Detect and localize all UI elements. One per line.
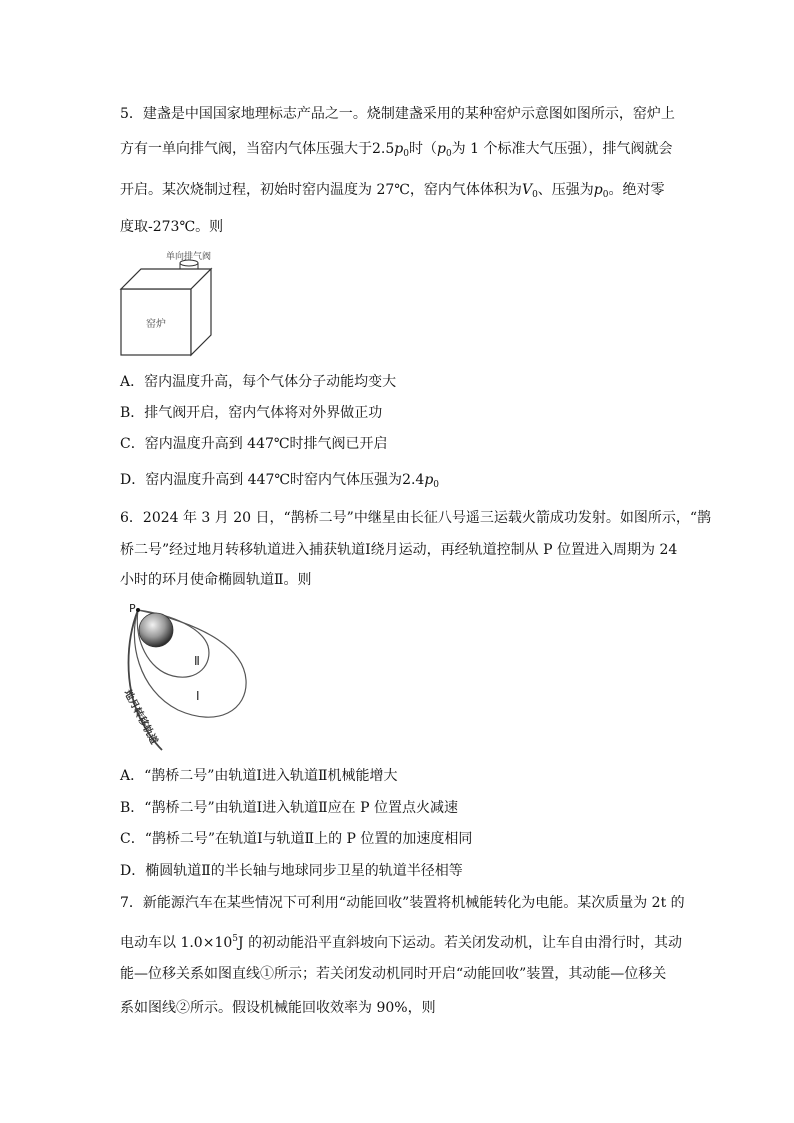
- q6-line3: 小时的环月使命椭圆轨道Ⅱ。则: [120, 572, 312, 588]
- q5-option-b[interactable]: B．排气阀开启，窑内气体将对外界做正功: [120, 405, 383, 421]
- moon: [139, 613, 173, 647]
- q5-line4: 度取-273℃。则: [120, 219, 224, 235]
- q5-option-c[interactable]: C．窑内温度升高到 447℃时排气阀已开启: [120, 436, 388, 452]
- orbit-2-label: Ⅱ: [194, 654, 200, 668]
- point-p-label: P: [129, 602, 136, 615]
- q6-line1: 6．2024 年 3 月 20 日，“鹊桥二号”中继星由长征八号遥三运载火箭成功发射。如图所示，“鹊: [120, 510, 711, 526]
- q7-line1: 7．新能源汽车在某些情况下可利用“动能回收”装置将机械能转化为电能。某次质量为 2t 的: [120, 895, 685, 911]
- q7-line3: 能—位移关系如图直线①所示；若关闭发动机同时开启“动能回收”装置，其动能—位移关: [120, 966, 667, 982]
- valve-label: 单向排气阀: [166, 252, 212, 262]
- transfer-orbit-label: 地月转移轨道: [121, 688, 160, 747]
- q6-option-c[interactable]: C．“鹊桥二号”在轨道Ⅰ与轨道Ⅱ上的 P 位置的加速度相同: [120, 831, 473, 847]
- q5-line3: 开启。某次烧制过程，初始时窑内温度为 27℃，窑内气体体积为$V_0$、压强为$p_0$。绝对零: [120, 182, 665, 200]
- q5-option-d[interactable]: D．窑内温度升高到 447℃时窑内气体压强为$2.4p_0$: [120, 472, 440, 490]
- orbit-1-label: Ⅰ: [196, 689, 200, 703]
- q5-line2: 方有一单向排气阀，当窑内气体压强大于$2.5p_0$时（$p_0$为 1 个标准大气压强），排气阀就会: [120, 141, 673, 159]
- q6-option-b[interactable]: B．“鹊桥二号”由轨道Ⅰ进入轨道Ⅱ应在 P 位置点火减速: [120, 800, 458, 816]
- q5-option-a[interactable]: A．窑内温度升高，每个气体分子动能均变大: [120, 374, 397, 390]
- kiln-figure: [118, 247, 218, 359]
- q6-option-d[interactable]: D．椭圆轨道Ⅱ的半长轴与地球同步卫星的轨道半径相等: [120, 863, 463, 879]
- q7-line4: 系如图线②所示。假设机械能回收效率为 90%，则: [120, 1000, 436, 1016]
- orbit-figure: [118, 600, 258, 758]
- q6-line2: 桥二号”经过地月转移轨道进入捕获轨道Ⅰ绕月运动，再经轨道控制从 P 位置进入周期为 24: [120, 542, 678, 558]
- q5-line1: 5．建盏是中国国家地理标志产品之一。烧制建盏采用的某种窑炉示意图如图所示，窑炉上: [120, 106, 675, 122]
- point-p-dot: [136, 608, 140, 612]
- q7-line2: 电动车以 $1.0\times 10^5J$ 的初动能沿平直斜坡向下运动。若关闭发动机，让车自由滑行时，其动: [120, 934, 683, 951]
- q6-option-a[interactable]: A．“鹊桥二号”由轨道Ⅰ进入轨道Ⅱ机械能增大: [120, 768, 398, 784]
- kiln-label: 窑炉: [146, 319, 166, 330]
